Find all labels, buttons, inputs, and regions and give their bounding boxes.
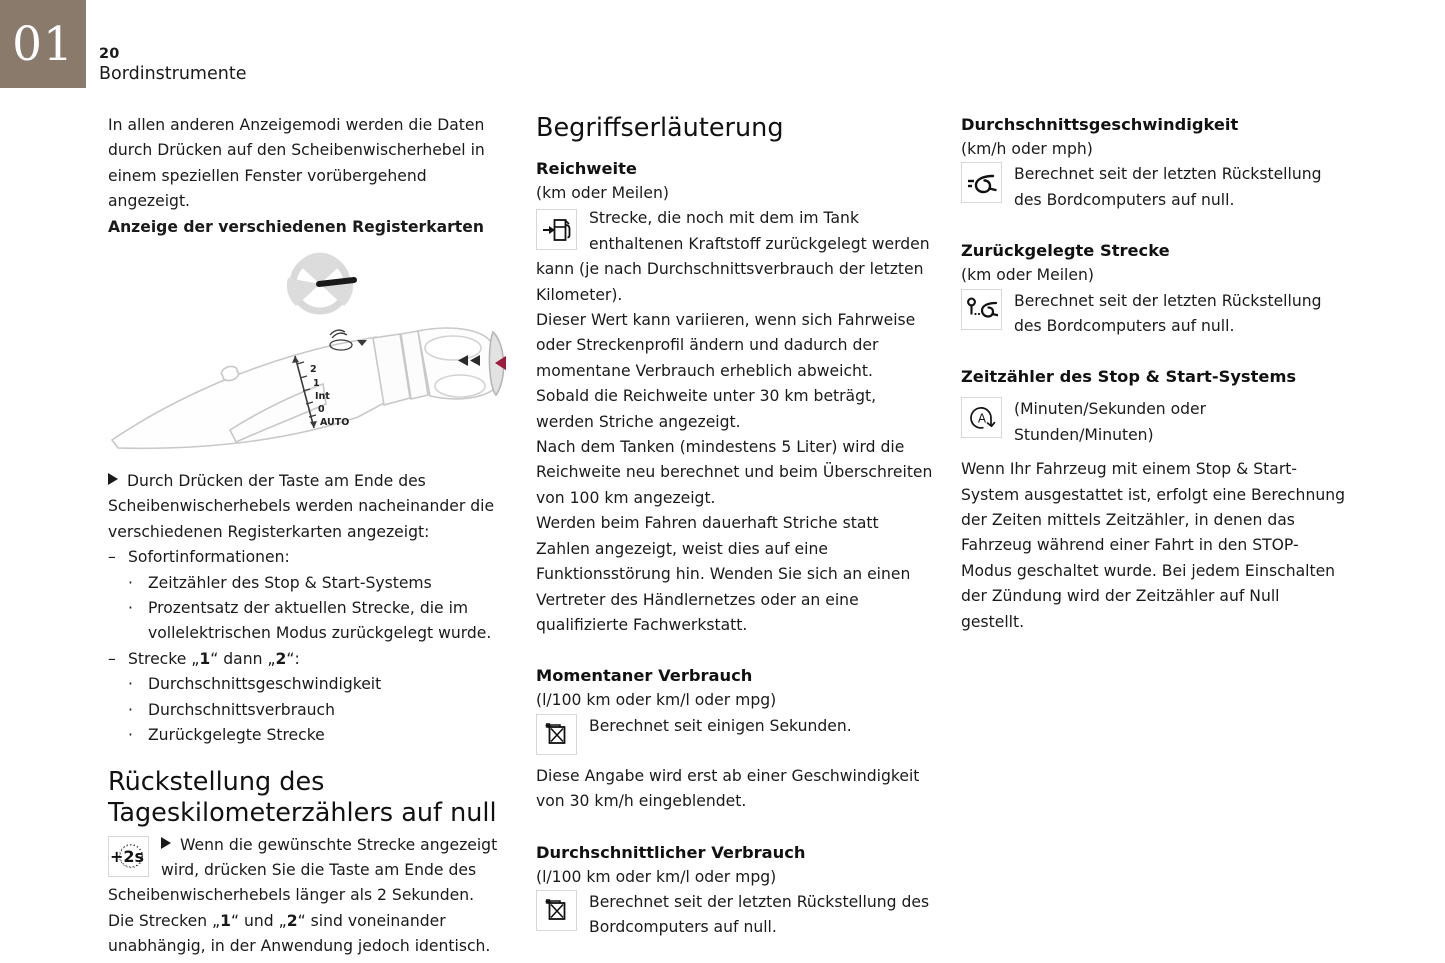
reset-instruction-paragraph: Wenn die gewünschte Strecke angezeigt wird, drücken Sie die Taste am Ende des Scheibenwischerhebels länger als 2 Sekunden. [108, 835, 498, 905]
route-2-label: 2 [275, 649, 287, 668]
tab-list-2 [108, 647, 506, 672]
dot-bullet-icon: · [128, 675, 133, 694]
instruction-paragraph: Durch Drücken der Taste am Ende des Scheibenwischerhebels werden nacheinander die verschiedenen Registerkarten angezeigt: [108, 472, 495, 541]
route-1-label: 1 [220, 911, 231, 930]
tab-sublist-2 [108, 672, 506, 748]
heading-zurueckgelegte-strecke: Zurückgelegte Strecke [961, 241, 1170, 261]
reset-instruction-block [108, 833, 506, 960]
durchschnittlicher-verbrauch-icon-block [536, 890, 936, 941]
durchschnittlicher-verbrauch-icon-text: Berechnet seit der letzten Rückstellung des Bordcomputers auf null. [589, 892, 930, 937]
units-zeitzaehler: (Minuten/Sekunden oder Stunden/Minuten) [1014, 400, 1207, 444]
route-2-label: 2 [286, 911, 298, 930]
zeitzaehler-paragraph: Wenn Ihr Fahrzeug mit einem Stop & Start-System ausgestattet ist, erfolgt eine Berechnung der Zeiten mittels Zeitzähler, in denen das Fahrzeug während einer Fahrt in den STOP-Modus geschaltet wurde. Bei jedem Einschalten der Zündung wird der Zeitzähler auf Null gestellt. [961, 460, 1345, 631]
list-item: · Prozentsatz der aktuellen Strecke, die im vollelektrischen Modus zurückgelegt wurde. [128, 596, 506, 647]
svg-text:Int: Int [315, 391, 330, 403]
left-column [108, 113, 506, 960]
intro-bold-line: Anzeige der verschiedenen Registerkarten [108, 217, 484, 236]
reichweite-paragraph-4: Werden beim Fahren dauerhaft Striche statt Zahlen angezeigt, weist dies auf eine Funktionsstörung hin. Wenden Sie sich an einen Vertreter des Händlernetzes oder an eine qualifizierte Fachwerkstatt. [536, 514, 911, 634]
tab-list [108, 545, 506, 570]
list-item: · Durchschnittsgeschwindigkeit [128, 672, 506, 697]
reichweite-paragraph-1: Dieser Wert kann variieren, wenn sich Fahrweise oder Streckenprofil ändern und dadurch der momentane Verbrauch erheblich abweicht. [536, 311, 916, 380]
dash-bullet-icon: – [108, 548, 116, 567]
dot-bullet-icon: · [128, 726, 133, 745]
reichweite-icon-block [536, 206, 936, 308]
heading-durchschnittlicher-verbrauch: Durchschnittlicher Verbrauch [536, 842, 806, 862]
intro-paragraph: In allen anderen Anzeigemodi werden die Daten durch Drücken auf den Scheibenwischerhebel in einem speziellen Fenster vorübergehend angezeigt. [108, 116, 485, 211]
jerrycan-icon [536, 714, 577, 755]
durchschnittsgeschwindigkeit-icon-block [961, 162, 1347, 213]
fuel-pump-icon [536, 209, 577, 250]
route-1-label: 1 [199, 649, 211, 668]
momentaner-verbrauch-icon-text: Berechnet seit einigen Sekunden. [589, 716, 852, 735]
units-reichweite: (km oder Meilen) [536, 184, 669, 202]
list-item: – Sofortinformationen: [108, 545, 506, 570]
plus-2s-icon [108, 836, 149, 877]
list-item: · Durchschnittsverbrauch [128, 698, 506, 723]
dot-bullet-icon: · [128, 700, 133, 719]
heading-momentaner-verbrauch: Momentaner Verbrauch [536, 666, 753, 686]
triangle-bullet-icon [108, 473, 118, 485]
wiper-stalk-illustration [108, 252, 506, 457]
zeitzaehler-units-wrap [1014, 397, 1347, 448]
units-zurueckgelegte-strecke: (km oder Meilen) [961, 266, 1094, 285]
dash-bullet-icon: – [108, 649, 116, 668]
zurueckgelegte-strecke-icon-block [961, 289, 1347, 340]
reset-section-heading: Rückstellung des Tageskilometerzählers auf null [108, 766, 497, 828]
distance-travelled-icon [961, 289, 1002, 330]
svg-text:AUTO: AUTO [320, 417, 350, 429]
momentaner-verbrauch-icon-text-wrap [589, 714, 936, 739]
durchschnittsgeschwindigkeit-icon-text: Berechnet seit der letzten Rückstellung des Bordcomputers auf null. [1014, 165, 1322, 209]
svg-text:0: 0 [318, 404, 325, 416]
units-momentaner-verbrauch: (l/100 km oder km/l oder mpg) [536, 691, 777, 710]
dot-bullet-icon: · [128, 599, 133, 618]
chapter-number: 01 [12, 16, 74, 72]
list-item: · Zeitzähler des Stop & Start-Systems [128, 571, 506, 596]
right-column [961, 113, 1347, 635]
tab-sublist-1 [108, 571, 506, 647]
chapter-title: Bordinstrumente [99, 64, 247, 84]
reichweite-paragraph-2: Sobald die Reichweite unter 30 km beträgt, werden Striche angezeigt. [536, 387, 877, 431]
heading-reichweite: Reichweite [536, 159, 637, 178]
wiper-stalk-body [112, 328, 504, 448]
momentaner-verbrauch-icon-block [536, 714, 936, 755]
steering-wheel-icon [287, 253, 354, 311]
jerrycan-icon [536, 890, 577, 931]
durchschnittlicher-verbrauch-icon-text-wrap [589, 890, 936, 941]
durchschnittsgeschwindigkeit-text-wrap [1014, 162, 1347, 213]
zeitzaehler-icon-block [961, 397, 1347, 448]
reichweite-paragraph-3: Nach dem Tanken (mindestens 5 Liter) wird die Reichweite neu berechnet und beim Überschreiten von 100 km angezeigt. [536, 438, 933, 507]
list-item: – Strecke „1“ dann „2“: [108, 647, 506, 672]
units-durchschnittsgeschwindigkeit: (km/h oder mph) [961, 140, 1093, 158]
list-item: · Zurückgelegte Strecke [128, 723, 506, 748]
speedometer-icon [961, 162, 1002, 203]
triangle-bullet-icon [161, 837, 171, 849]
middle-column [536, 113, 936, 941]
chapter-number-badge [0, 0, 86, 88]
svg-text:1: 1 [313, 378, 320, 390]
svg-text:2: 2 [310, 364, 317, 376]
heading-durchschnittsgeschwindigkeit: Durchschnittsgeschwindigkeit [961, 115, 1239, 134]
reichweite-continuation: kann (je nach Durchschnittsverbrauch der letzten Kilometer). [536, 260, 924, 304]
stop-start-icon [961, 397, 1002, 438]
reset-paragraph-2: Die Strecken „1“ und „2“ sind voneinander unabhängig, in der Anwendung jedoch identisch. [108, 911, 491, 956]
units-durchschnittlicher-verbrauch: (l/100 km oder km/l oder mpg) [536, 867, 777, 886]
section-title-begriffserlaeuterung: Begriffserläuterung [536, 113, 784, 143]
dot-bullet-icon: · [128, 573, 133, 592]
svg-text:+2s: +2s [110, 847, 145, 866]
reichweite-icon-text: Strecke, die noch mit dem im Tank enthaltenen Kraftstoff zurückgelegt werden [589, 209, 930, 253]
heading-zeitzaehler: Zeitzähler des Stop & Start-Systems [961, 367, 1297, 387]
zurueckgelegte-strecke-icon-text: Berechnet seit der letzten Rückstellung des Bordcomputers auf null. [1014, 291, 1322, 336]
svg-text:A: A [977, 411, 986, 426]
page-header [99, 46, 246, 85]
momentaner-verbrauch-note: Diese Angabe wird erst ab einer Geschwindigkeit von 30 km/h eingeblendet. [536, 766, 920, 811]
zurueckgelegte-strecke-text-wrap [1014, 289, 1347, 340]
page-number: 20 [99, 46, 120, 62]
